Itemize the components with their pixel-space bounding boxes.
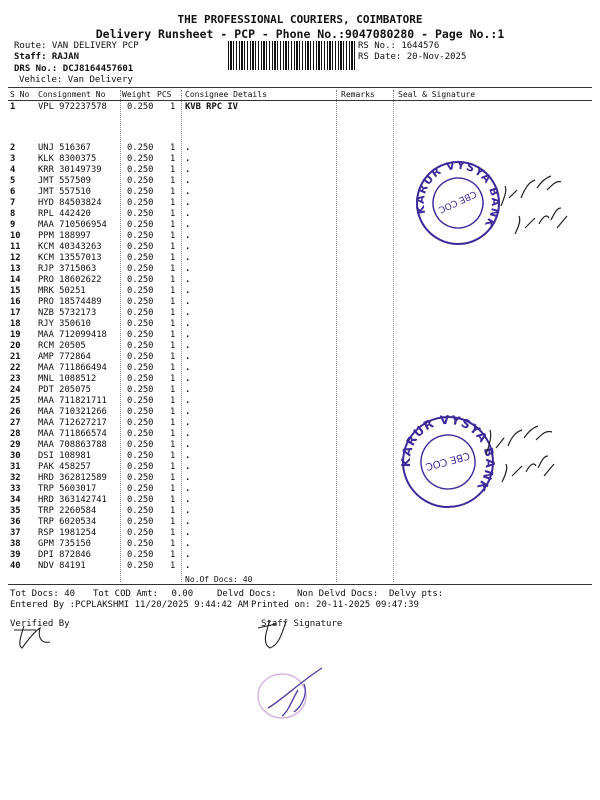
- table-row: [0, 143, 600, 154]
- table-row: [0, 264, 600, 275]
- pieces-value: 1: [170, 143, 176, 153]
- consignment-number: MAA 710506954: [38, 220, 107, 231]
- serial-number: 30: [10, 451, 21, 462]
- weight-value: 0.250: [127, 517, 154, 528]
- pieces-value: 1: [170, 253, 176, 264]
- weight-value: 0.250: [127, 440, 154, 451]
- consignee-details: .: [185, 165, 191, 176]
- serial-number: 19: [10, 330, 21, 341]
- serial-number: 21: [10, 352, 21, 363]
- consignee-details: .: [185, 517, 191, 528]
- route-label: Route: VAN DELIVERY PCP: [14, 41, 139, 51]
- delvd-docs: Delvd Docs:: [217, 589, 277, 599]
- table-row: [0, 286, 600, 297]
- consignment-number: MRK 50251: [38, 286, 86, 297]
- pieces-value: 1: [170, 374, 176, 385]
- cod-label: Tot COD Amt:: [93, 589, 159, 599]
- pieces-value: 1: [170, 429, 176, 440]
- barcode: [228, 41, 355, 70]
- table-row: [0, 330, 600, 341]
- consignment-number: TRP 6020534: [38, 517, 97, 528]
- weight-value: 0.250: [127, 484, 154, 495]
- consignee-details: .: [185, 242, 191, 253]
- serial-number: 3: [10, 154, 16, 164]
- pieces-value: 1: [170, 550, 176, 561]
- consignee-details: .: [185, 319, 191, 330]
- consignment-number: MNL 1088512: [38, 374, 97, 385]
- serial-number: 8: [10, 209, 16, 220]
- rs-number: RS No.: 1644576: [358, 41, 440, 51]
- weight-value: 0.250: [127, 176, 154, 187]
- weight-value: 0.250: [127, 264, 154, 275]
- table-row: [0, 319, 600, 330]
- weight-value: 0.250: [127, 209, 154, 220]
- drs-label: DRS No.:: [14, 64, 58, 74]
- pieces-value: 1: [170, 484, 176, 495]
- pieces-value: 1: [170, 396, 176, 407]
- weight-value: 0.250: [127, 495, 154, 506]
- staff-signature: [252, 614, 342, 654]
- tot-docs-label: Tot Docs:: [10, 589, 59, 599]
- table-row: [0, 561, 600, 572]
- consignment-number: HYD 84503824: [38, 198, 102, 209]
- weight-value: 0.250: [127, 418, 154, 429]
- tot-docs-value: 40: [64, 589, 76, 599]
- serial-number: 27: [10, 418, 21, 429]
- pieces-value: 1: [170, 275, 176, 286]
- weight-value: 0.250: [127, 198, 154, 209]
- table-row: [0, 154, 600, 165]
- weight-value: 0.250: [127, 396, 154, 407]
- consignment-number: MAA 711866494: [38, 363, 107, 374]
- consignee-details: .: [185, 231, 191, 242]
- consignment-number: RJP 3715063: [38, 264, 97, 275]
- consignment-number: KRR 30149739: [38, 165, 102, 176]
- consignee-details: .: [185, 143, 191, 153]
- table-row: [0, 363, 600, 374]
- weight-value: 0.250: [127, 363, 154, 374]
- consignee-details: .: [185, 264, 191, 275]
- weight-value: 0.250: [127, 528, 154, 539]
- serial-number: 29: [10, 440, 21, 451]
- table-row: [0, 374, 600, 385]
- drs-number: [14, 64, 133, 74]
- weight-value: 0.250: [127, 451, 154, 462]
- pieces-value: 1: [170, 462, 176, 473]
- consignment-number: UNJ 516367: [38, 143, 91, 153]
- consignee-details: .: [185, 253, 191, 264]
- serial-number: 4: [10, 165, 16, 176]
- consignment-number: PDT 205075: [38, 385, 91, 396]
- serial-number: 14: [10, 275, 21, 286]
- consignee-details: .: [185, 308, 191, 319]
- consignee-details: .: [185, 176, 191, 187]
- pieces-value: 1: [170, 440, 176, 451]
- pieces-value: 1: [170, 473, 176, 484]
- table-row: [0, 506, 600, 517]
- table-row: [0, 275, 600, 286]
- pieces-value: 1: [170, 165, 176, 176]
- pieces-value: 1: [170, 264, 176, 275]
- col-header-seal: Seal & Signature: [398, 90, 476, 99]
- serial-number: 37: [10, 528, 21, 539]
- weight-value: 0.250: [127, 374, 154, 385]
- consignee-details: .: [185, 396, 191, 407]
- handwritten-date-time: [495, 168, 575, 248]
- verified-signature: [10, 618, 80, 652]
- entered-by: Entered By :PCPLAKSHMI 11/20/2025 9:44:42 AM: [10, 600, 249, 610]
- serial-number: 18: [10, 319, 21, 330]
- pieces-value: 1: [170, 561, 176, 572]
- consignee-details: KVB RPC IV: [185, 102, 238, 112]
- pieces-value: 1: [170, 319, 176, 330]
- consignee-details: .: [185, 187, 191, 198]
- weight-value: 0.250: [127, 561, 154, 572]
- consignee-details: .: [185, 363, 191, 374]
- consignee-details: .: [185, 418, 191, 429]
- weight-value: 0.250: [127, 275, 154, 286]
- staff-signature-label: Staff Signature: [261, 619, 343, 629]
- serial-number: 32: [10, 473, 21, 484]
- serial-number: 22: [10, 363, 21, 374]
- pieces-value: 1: [170, 451, 176, 462]
- consignment-number: RSP 1981254: [38, 528, 97, 539]
- serial-number: 20: [10, 341, 21, 352]
- serial-number: 1: [10, 102, 16, 112]
- consignment-number: TRP 2260584: [38, 506, 97, 517]
- weight-value: 0.250: [127, 462, 154, 473]
- weight-value: 0.250: [127, 253, 154, 264]
- table-row: [0, 528, 600, 539]
- delvy-pts: Delvy pts:: [389, 589, 444, 599]
- table-row: [0, 407, 600, 418]
- pieces-value: 1: [170, 102, 176, 112]
- weight-value: 0.250: [127, 297, 154, 308]
- serial-number: 31: [10, 462, 21, 473]
- non-delvd-docs: Non Delvd Docs:: [297, 589, 379, 599]
- col-header-details: Consignee Details: [185, 90, 267, 99]
- staff-label: Staff: RAJAN: [14, 52, 80, 62]
- consignee-details: .: [185, 341, 191, 352]
- consignee-details: .: [185, 330, 191, 341]
- pieces-value: 1: [170, 176, 176, 187]
- consignment-number: JMT 557510: [38, 187, 91, 198]
- consignee-details: .: [185, 440, 191, 451]
- table-row: [0, 308, 600, 319]
- serial-number: 24: [10, 385, 21, 396]
- pieces-value: 1: [170, 407, 176, 418]
- weight-value: 0.250: [127, 341, 154, 352]
- consignment-number: RCM 20505: [38, 341, 86, 352]
- consignee-details: .: [185, 451, 191, 462]
- consignee-details: .: [185, 528, 191, 539]
- pieces-value: 1: [170, 154, 176, 164]
- serial-number: 16: [10, 297, 21, 308]
- consignee-details: .: [185, 286, 191, 297]
- pieces-value: 1: [170, 231, 176, 242]
- pieces-value: 1: [170, 187, 176, 198]
- weight-value: 0.250: [127, 143, 154, 153]
- weight-value: 0.250: [127, 154, 154, 164]
- table-row: [0, 539, 600, 550]
- pieces-value: 1: [170, 418, 176, 429]
- serial-number: 40: [10, 561, 21, 572]
- col-header-weight: Weight: [122, 90, 151, 99]
- pieces-value: 1: [170, 385, 176, 396]
- consignment-number: PRO 18602622: [38, 275, 102, 286]
- table-row: [0, 253, 600, 264]
- weight-value: 0.250: [127, 330, 154, 341]
- pieces-value: 1: [170, 495, 176, 506]
- consignee-details: .: [185, 550, 191, 561]
- pieces-value: 1: [170, 517, 176, 528]
- pieces-value: 1: [170, 308, 176, 319]
- pieces-value: 1: [170, 352, 176, 363]
- consignee-details: .: [185, 462, 191, 473]
- consignment-number: RJY 350610: [38, 319, 91, 330]
- weight-value: 0.250: [127, 286, 154, 297]
- col-header-consignment: Consignment No: [38, 90, 106, 99]
- consignment-number: MAA 712099418: [38, 330, 107, 341]
- weight-value: 0.250: [127, 242, 154, 253]
- serial-number: 23: [10, 374, 21, 385]
- consignee-details: .: [185, 473, 191, 484]
- consignment-number: PAK 458257: [38, 462, 91, 473]
- consignee-details: .: [185, 484, 191, 495]
- consignee-details: .: [185, 154, 191, 164]
- consignment-number: MAA 712627217: [38, 418, 107, 429]
- consignment-number: HRD 363142741: [38, 495, 107, 506]
- weight-value: 0.250: [127, 385, 154, 396]
- weight-value: 0.250: [127, 429, 154, 440]
- weight-value: 0.250: [127, 308, 154, 319]
- serial-number: 28: [10, 429, 21, 440]
- serial-number: 9: [10, 220, 16, 231]
- serial-number: 12: [10, 253, 21, 264]
- bank-stamp: [413, 158, 503, 248]
- serial-number: 6: [10, 187, 16, 198]
- weight-value: 0.250: [127, 506, 154, 517]
- staff-signature-mark: [252, 660, 337, 722]
- consignment-number: VPL 972237578: [38, 102, 107, 112]
- serial-number: 33: [10, 484, 21, 495]
- consignment-number: KLK 8300375: [38, 154, 97, 164]
- handwritten-date-time: [480, 418, 565, 493]
- consignee-details: .: [185, 198, 191, 209]
- serial-number: 35: [10, 506, 21, 517]
- consignment-number: MAA 708863788: [38, 440, 107, 451]
- consignment-number: MAA 710321266: [38, 407, 107, 418]
- consignment-number: MAA 711821711: [38, 396, 107, 407]
- weight-value: 0.250: [127, 102, 154, 112]
- consignee-details: .: [185, 407, 191, 418]
- consignment-number: PPM 188997: [38, 231, 91, 242]
- serial-number: 10: [10, 231, 21, 242]
- serial-number: 5: [10, 176, 16, 187]
- consignment-number: TRP 5603017: [38, 484, 97, 495]
- consignment-number: GPM 735150: [38, 539, 91, 550]
- consignment-number: RPL 442420: [38, 209, 91, 220]
- table-row: [0, 352, 600, 363]
- runsheet-title: Delivery Runsheet - PCP - Phone No.:9047080280 - Page No.:1: [95, 27, 505, 41]
- serial-number: 15: [10, 286, 21, 297]
- pieces-value: 1: [170, 198, 176, 209]
- consignee-details: .: [185, 209, 191, 220]
- rs-date: RS Date: 20-Nov-2025: [358, 52, 467, 62]
- consignee-details: .: [185, 506, 191, 517]
- serial-number: 36: [10, 517, 21, 528]
- weight-value: 0.250: [127, 407, 154, 418]
- consignment-number: NDV 84191: [38, 561, 86, 572]
- weight-value: 0.250: [127, 473, 154, 484]
- table-row: [0, 517, 600, 528]
- printed-on: Printed on: 20-11-2025 09:47:39: [251, 600, 419, 610]
- verified-by-label: Verified By: [10, 619, 70, 629]
- table-bottom-border: [8, 584, 592, 585]
- tot-docs: [10, 589, 75, 599]
- weight-value: 0.250: [127, 165, 154, 176]
- consignment-number: PRO 18574489: [38, 297, 102, 308]
- serial-number: 13: [10, 264, 21, 275]
- pieces-value: 1: [170, 220, 176, 231]
- weight-value: 0.250: [127, 539, 154, 550]
- serial-number: 34: [10, 495, 21, 506]
- serial-number: 38: [10, 539, 21, 550]
- pieces-value: 1: [170, 286, 176, 297]
- consignee-details: .: [185, 275, 191, 286]
- table-row: [0, 495, 600, 506]
- consignment-number: KCM 40343263: [38, 242, 102, 253]
- consignment-number: JMT 557509: [38, 176, 91, 187]
- serial-number: 7: [10, 198, 16, 209]
- consignee-details: .: [185, 561, 191, 572]
- pieces-value: 1: [170, 330, 176, 341]
- consignee-details: .: [185, 385, 191, 396]
- stamp-branch: CBE COC: [424, 449, 471, 472]
- consignee-details: .: [185, 297, 191, 308]
- serial-number: 2: [10, 143, 16, 153]
- weight-value: 0.250: [127, 231, 154, 242]
- consignment-number: KCM 13557013: [38, 253, 102, 264]
- serial-number: 39: [10, 550, 21, 561]
- table-row: [0, 385, 600, 396]
- cod-value: 0.00: [171, 589, 194, 599]
- table-row: [0, 396, 600, 407]
- serial-number: 26: [10, 407, 21, 418]
- pieces-value: 1: [170, 209, 176, 220]
- table-row: [0, 102, 600, 113]
- consignee-details: .: [185, 220, 191, 231]
- consignee-details: .: [185, 429, 191, 440]
- pieces-value: 1: [170, 528, 176, 539]
- consignment-number: MAA 711866574: [38, 429, 107, 440]
- col-header-pcs: PCS: [157, 90, 172, 99]
- weight-value: 0.250: [127, 220, 154, 231]
- pieces-value: 1: [170, 363, 176, 374]
- stamp-bank-name: KARUR VYSYA BANK: [398, 412, 498, 495]
- pieces-value: 1: [170, 341, 176, 352]
- weight-value: 0.250: [127, 550, 154, 561]
- drs-value: DCJ8164457601: [62, 64, 134, 74]
- pieces-value: 1: [170, 539, 176, 550]
- weight-value: 0.250: [127, 319, 154, 330]
- stamp-bank-name: KARUR VYSYA BANK: [413, 158, 503, 231]
- col-header-remarks: Remarks: [341, 90, 375, 99]
- consignment-number: DSI 108981: [38, 451, 91, 462]
- no-of-docs: No.Of Docs: 40: [185, 575, 253, 584]
- col-header-sno: S No: [10, 90, 30, 99]
- table-top-border: [8, 87, 592, 88]
- table-row: [0, 550, 600, 561]
- table-row: [0, 297, 600, 308]
- consignment-number: DPI 872846: [38, 550, 91, 561]
- consignment-number: NZB 5732173: [38, 308, 97, 319]
- pieces-value: 1: [170, 297, 176, 308]
- table-header-border: [8, 100, 592, 101]
- stamp-branch: CBE COC: [436, 188, 478, 215]
- pieces-value: 1: [170, 506, 176, 517]
- consignee-details: .: [185, 352, 191, 363]
- consignee-details: .: [185, 495, 191, 506]
- pieces-value: 1: [170, 242, 176, 253]
- tot-cod: [93, 589, 193, 599]
- consignee-details: .: [185, 539, 191, 550]
- serial-number: 11: [10, 242, 21, 253]
- serial-number: 17: [10, 308, 21, 319]
- weight-value: 0.250: [127, 187, 154, 198]
- company-name: THE PROFESSIONAL COURIERS, COIMBATORE: [177, 13, 423, 26]
- vehicle-label: Vehicle: Van Delivery: [19, 75, 133, 85]
- serial-number: 25: [10, 396, 21, 407]
- table-row: [0, 341, 600, 352]
- consignee-details: .: [185, 374, 191, 385]
- weight-value: 0.250: [127, 352, 154, 363]
- consignment-number: HRD 362812589: [38, 473, 107, 484]
- consignment-number: AMP 772864: [38, 352, 91, 363]
